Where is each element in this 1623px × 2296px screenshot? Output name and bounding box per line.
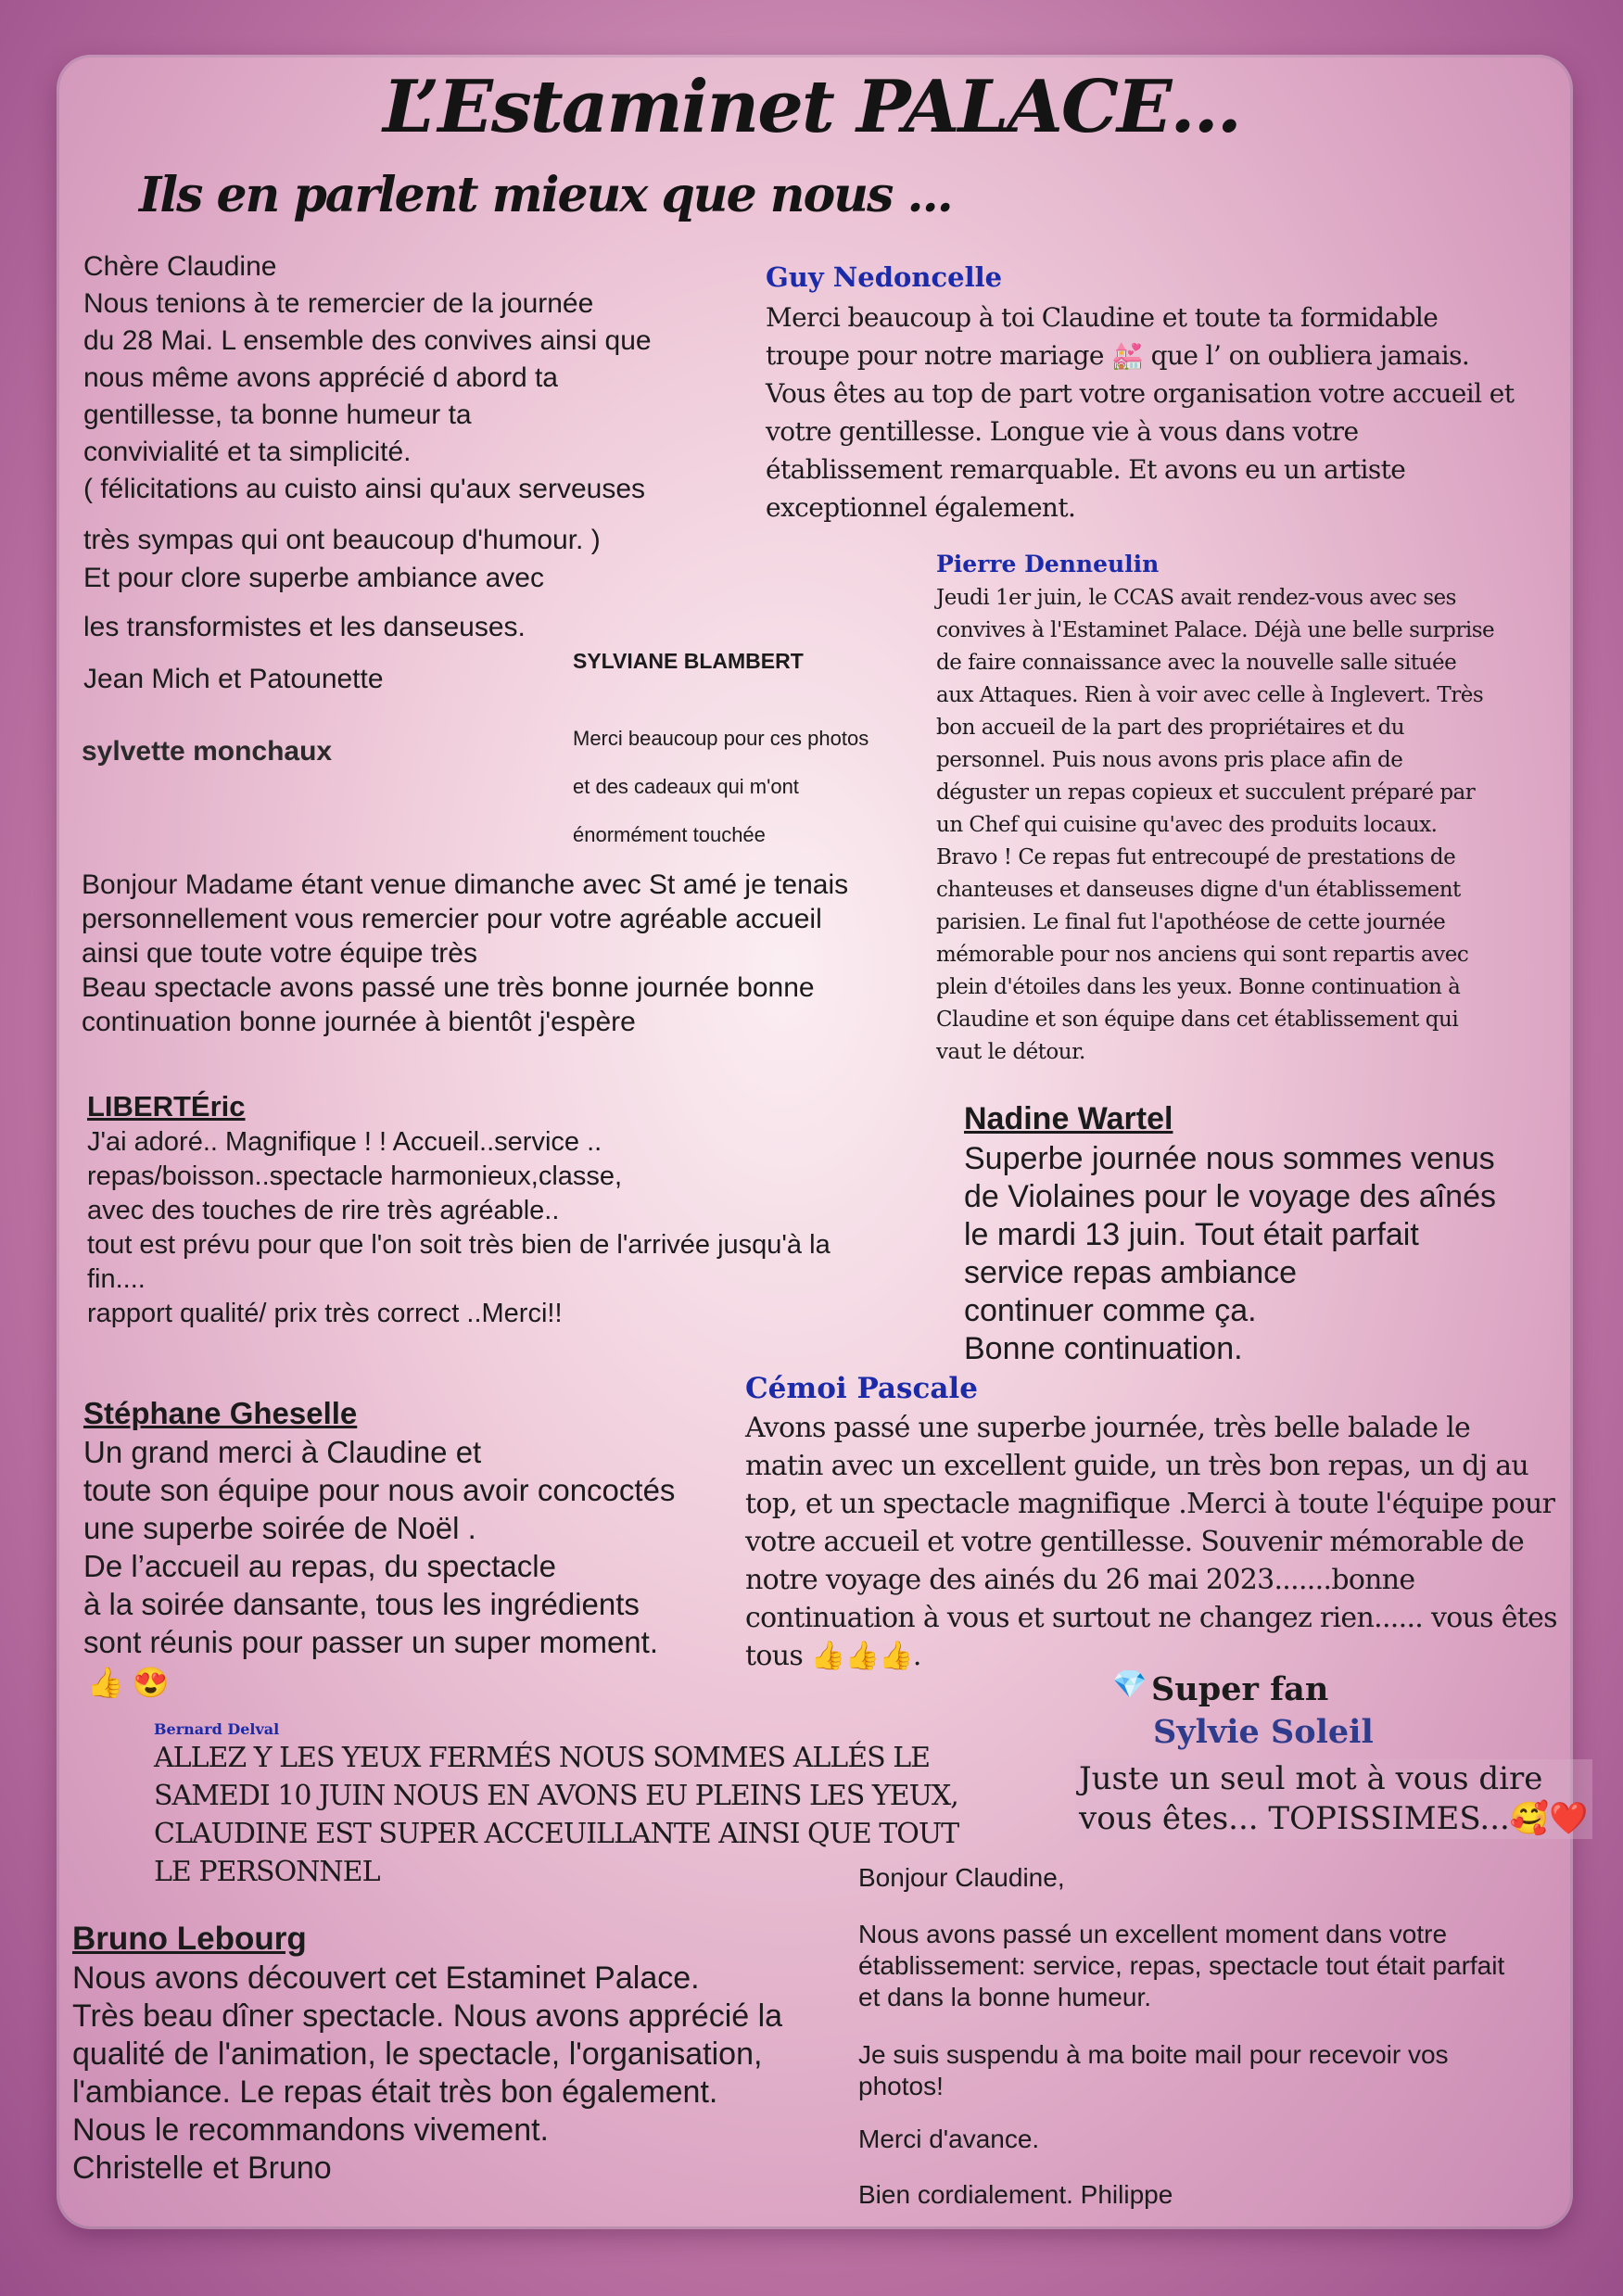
philippe-greeting: Bonjour Claudine, [858, 1863, 1065, 1892]
sylviane-line: et des cadeaux qui m'ont [573, 775, 799, 798]
page-title: L’Estaminet PALACE... [383, 65, 1240, 149]
sylviane-line: Merci beaucoup pour ces photos [573, 727, 869, 750]
sylvie-text: Juste un seul mot à vous dire vous êtes... TOPISSIMES...🥰❤️ [1075, 1759, 1592, 1839]
stephane-emojis: 👍 😍 [87, 1666, 170, 1699]
stephane-text: Un grand merci à Claudine et toute son équipe pour nous avoir concoctés une superbe soirée de Noël . De l’accueil au repas, du spectacle à la soirée dansante, tous les ingrédients sont réunis pour passer un super moment. [83, 1435, 676, 1659]
gem-icon: 💎 [1112, 1669, 1148, 1700]
testimonial-bonjour-madame: Bonjour Madame étant venue dimanche avec St amé je tenais personnellement vous remercier pour votre agréable accueil ainsi que toute votre équipe très Beau spectacle avons passé une très bonne journée bonne continuation bonne journée à bientôt j'espère [82, 869, 849, 1037]
letter-body-3: les transformistes et les danseuses. [83, 612, 526, 642]
nadine-text: Superbe journée nous sommes venus de Violaines pour le voyage des aînés le mardi 13 juin. Tout était parfait service repas ambiance continuer comme ça. Bonne continuation. [964, 1141, 1496, 1366]
letter-body: Chère Claudine Nous tenions à te remercier de la journée du 28 Mai. L ensemble des convives ainsi que nous même avons apprécié d abord ta gentillesse, ta bonne humeur ta convivialité et ta simplicité. ( félicitations au cuisto ainsi qu'aux serveuses [83, 251, 652, 504]
author-sylvie: Sylvie Soleil [1153, 1713, 1374, 1751]
sylviane-line: énormément touchée [573, 823, 766, 846]
author-liberte: LIBERTÉric [87, 1090, 246, 1123]
pierre-text: Jeudi 1er juin, le CCAS avait rendez-vous avec ses convives à l'Estaminet Palace. Déjà une belle surprise de faire connaissance avec la nouvelle salle située aux Attaques. Rien à voir avec celle à Inglevert. Très bon accueil de la part des propriétaires et du personnel. Puis nous avons pris place afin de déguster un repas copieux et succulent préparé par un Chef qui cuisine qu'avec des produits locaux. Bravo ! Ce repas fut entrecoupé de prestations de chanteuses et danseuses digne d'un établissement parisien. Le final fut l'apothéose de cette journée mémorable pour nos anciens qui sont repartis avec plein d'étoiles dans les yeux. Bonne continuation à Claudine et son équipe dans cet établissement qui vaut le détour. [936, 586, 1495, 1064]
author-pierre: Pierre Denneulin [936, 551, 1160, 577]
author-bruno: Bruno Lebourg [72, 1921, 307, 1957]
philippe-p2: Je suis suspendu à ma boite mail pour recevoir vos photos! [858, 2040, 1449, 2100]
author-cemoi: Cémoi Pascale [745, 1372, 978, 1405]
guy-text: Merci beaucoup à toi Claudine et toute ta formidable troupe pour notre mariage 💒 que l’ on oubliera jamais. Vous êtes au top de part votre organisation votre accueil et votre gentillesse. Longue vie à vous dans votre établissement remarquable. Et avons eu un artiste exceptionnel également. [766, 302, 1515, 523]
superfan-badge: Super fan [1151, 1670, 1329, 1708]
cemoi-text: Avons passé une superbe journée, très belle balade le matin avec un excellent guide, un très bon repas, un dj au top, et un spectacle magnifique .Merci à toute l'équipe pour votre accueil et votre gentillesse. Souvenir mémorable de notre voyage des ainés du 26 mai 2023.......bonne continuation à vous et surtout ne changez rien...... vous êtes tous 👍👍👍. [745, 1412, 1557, 1672]
philippe-signature: Bien cordialement. Philippe [858, 2180, 1173, 2209]
bernard-text: ALLEZ Y LES YEUX FERMÉS NOUS SOMMES ALLÉS LE SAMEDI 10 JUIN NOUS EN AVONS EU PLEINS LES YEUX, CLAUDINE EST SUPER ACCEUILLANTE AINSI QUE TOUT LE PERSONNEL [154, 1742, 959, 1888]
author-stephane: Stéphane Gheselle [83, 1396, 358, 1430]
letter-body-2: très sympas qui ont beaucoup d'humour. ) Et pour clore superbe ambiance avec [83, 525, 601, 593]
author-sylvette: sylvette monchaux [82, 736, 333, 767]
philippe-p3: Merci d'avance. [858, 2125, 1040, 2153]
author-nadine: Nadine Wartel [964, 1101, 1173, 1136]
page-subtitle: Ils en parlent mieux que nous ... [139, 167, 952, 223]
author-bernard: Bernard Delval [154, 1720, 280, 1738]
philippe-p1: Nous avons passé un excellent moment dans votre établissement: service, repas, spectacle tout était parfait et dans la bonne humeur. [858, 1920, 1505, 2011]
liberte-text: J'ai adoré.. Magnifique ! ! Accueil..service .. repas/boisson..spectacle harmonieux,classe, avec des touches de rire très agréable.. tout est prévu pour que l'on soit très bien de l'arrivée jusqu'à la fin.... rapport qualité/ prix très correct ..Merci!! [87, 1127, 831, 1328]
bruno-text: Nous avons découvert cet Estaminet Palace. Très beau dîner spectacle. Nous avons apprécié la qualité de l'animation, le spectacle, l'organisation, l'ambiance. Le repas était très bon également. Nous le recommandons vivement. Christelle et Bruno [72, 1960, 783, 2186]
author-sylviane: SYLVIANE BLAMBERT [573, 649, 804, 673]
author-guy: Guy Nedoncelle [766, 261, 1003, 293]
letter-signature: Jean Mich et Patounette [83, 664, 384, 694]
